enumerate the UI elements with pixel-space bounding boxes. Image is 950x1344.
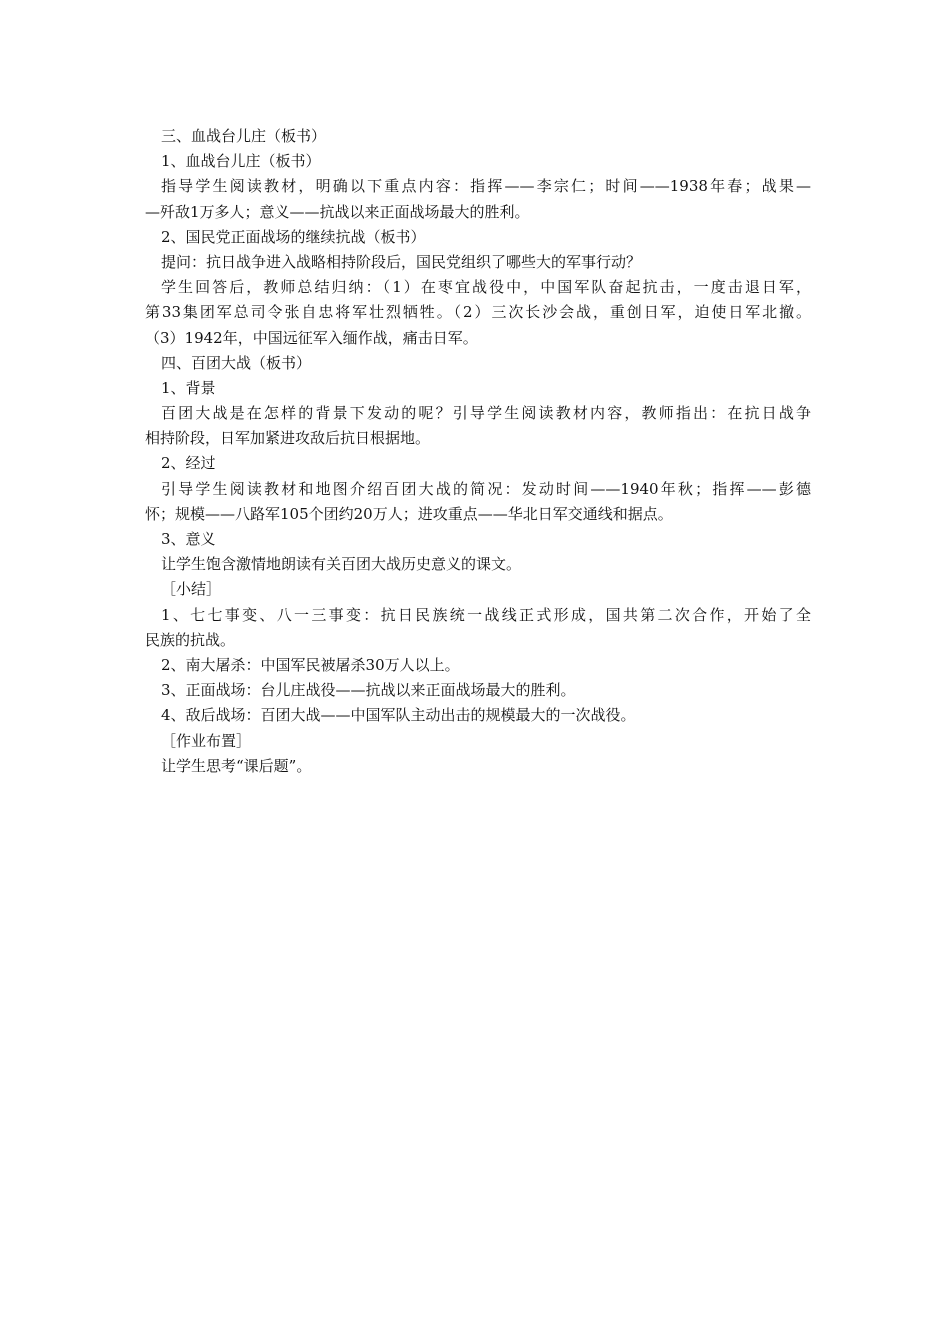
summary-item-continued: 民族的抗战。 bbox=[145, 630, 236, 649]
document-body bbox=[145, 124, 811, 779]
section-heading-4: 四、百团大战（板书） bbox=[161, 353, 312, 372]
paragraph-line: 提问：抗日战争进入战略相持阶段后，国民党组织了哪些大的军事行动？ bbox=[161, 252, 642, 271]
subheading-3-2: 2、国民党正面战场的继续抗战（板书） bbox=[161, 227, 426, 246]
paragraph-line: 引导学生阅读教材和地图介绍百团大战的简况：发动时间——1940年秋；指挥——彭德 bbox=[161, 479, 811, 498]
subheading-4-3: 3、意义 bbox=[161, 530, 216, 548]
paragraph-line: 相持阶段，日军加紧进攻敌后抗日根据地。 bbox=[145, 429, 431, 448]
paragraph-line: 让学生饱含激情地朗读有关百团大战历史意义的课文。 bbox=[161, 555, 522, 574]
summary-heading: ［小结］ bbox=[161, 580, 222, 599]
summary-item: 2、南大屠杀：中国军民被屠杀30万人以上。 bbox=[161, 655, 460, 674]
subheading-3-1: 1、血战台儿庄（板书） bbox=[161, 152, 321, 171]
paragraph-line: 第33集团军总司令张自忠将军壮烈牺牲。（2）三次长沙会战，重创日军，迫使日军北撤。 bbox=[145, 303, 811, 322]
summary-item: 3、正面战场：台儿庄战役——抗战以来正面战场最大的胜利。 bbox=[161, 681, 576, 700]
paragraph-line: 学生回答后，教师总结归纳：（1）在枣宜战役中，中国军队奋起抗击，一度击退日军， bbox=[161, 278, 811, 297]
paragraph-line: —歼敌1万多人；意义——抗战以来正面战场最大的胜利。 bbox=[145, 202, 530, 221]
paragraph-line: 指导学生阅读教材，明确以下重点内容：指挥——李宗仁；时间——1938年春；战果— bbox=[161, 177, 811, 196]
summary-item: 1、七七事变、八一三事变：抗日民族统一战线正式形成，国共第二次合作，开始了全 bbox=[161, 605, 811, 624]
homework-item: 让学生思考“课后题”。 bbox=[161, 756, 312, 775]
summary-item: 4、敌后战场：百团大战——中国军队主动出击的规模最大的一次战役。 bbox=[161, 706, 636, 725]
subheading-4-1: 1、背景 bbox=[161, 378, 216, 397]
paragraph-line: 怀；规模——八路军105个团约20万人；进攻重点——华北日军交通线和据点。 bbox=[145, 504, 673, 523]
homework-heading: ［作业布置］ bbox=[161, 731, 252, 750]
paragraph-line: 百团大战是在怎样的背景下发动的呢？引导学生阅读教材内容，教师指出：在抗日战争 bbox=[161, 404, 811, 423]
section-heading-3: 三、血战台儿庄（板书） bbox=[161, 127, 327, 145]
paragraph-line: （3）1942年，中国远征军入缅作战，痛击日军。 bbox=[145, 328, 478, 347]
subheading-4-2: 2、经过 bbox=[161, 454, 216, 473]
